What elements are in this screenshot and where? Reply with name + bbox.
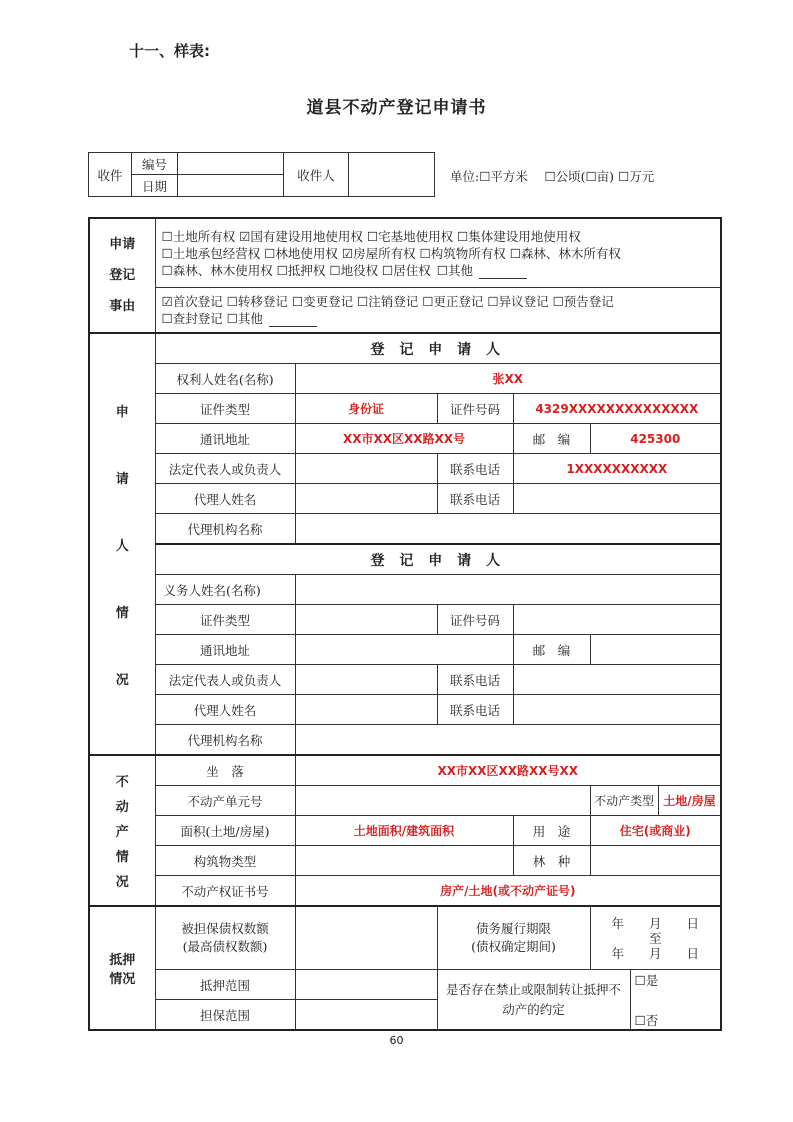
section-heading: 十一、样表:	[129, 42, 210, 60]
applicant-side-3: 人	[115, 538, 129, 554]
restriction-no[interactable]: ☐否	[634, 1012, 659, 1028]
postcode-label: 邮 编	[513, 424, 590, 454]
secured-amount-line-1: 被担保债权数额	[181, 921, 269, 936]
property-side-label	[89, 755, 155, 906]
obligor-id-type-field[interactable]	[295, 605, 437, 635]
id-type-value[interactable]: 身份证	[295, 394, 437, 424]
agency-name-label: 代理机构名称	[155, 514, 295, 545]
obligor-legal-rep-label: 法定代表人或负责人	[155, 665, 295, 695]
type-line-2[interactable]	[162, 310, 715, 327]
obligor-postcode-field[interactable]	[590, 635, 721, 665]
forest-label: 林 种	[513, 846, 590, 876]
term-to: 至	[649, 930, 662, 946]
receipt-number-field[interactable]	[178, 153, 284, 175]
obligor-phone-field[interactable]	[513, 665, 721, 695]
reason-head-2: 登记	[109, 268, 136, 283]
applicant-side-5: 况	[115, 672, 129, 688]
receipt-date-field[interactable]	[178, 175, 284, 197]
obligor-name-field[interactable]	[295, 575, 721, 605]
obligor-legal-rep-field[interactable]	[295, 665, 437, 695]
rights-line-3-text[interactable]: ☐森林、林木使用权 ☐抵押权 ☐地役权 ☐居住权	[161, 262, 431, 278]
forest-field[interactable]	[590, 846, 721, 876]
term-line-2: (债权确定期间)	[471, 939, 556, 954]
section-title-applicant-2: 登 记 申 请 人	[155, 544, 721, 575]
unit-no-label: 不动产单元号	[155, 786, 295, 816]
holder-name-label: 权利人姓名(名称)	[155, 364, 295, 394]
reason-head-3: 事由	[109, 299, 136, 314]
rights-other-blank[interactable]	[479, 266, 527, 279]
rights-line-2[interactable]: ☐土地承包经营权 ☐林地使用权 ☑房屋所有权 ☐构筑物所有权 ☐森林、林木所有权	[161, 245, 621, 261]
secured-amount-field[interactable]	[295, 906, 437, 970]
rights-line-3[interactable]	[162, 262, 715, 279]
postcode-value[interactable]: 425300	[590, 424, 721, 454]
type-line-1[interactable]: ☑首次登记 ☐转移登记 ☐变更登记 ☐注销登记 ☐更正登记 ☐异议登记 ☐预告登记	[161, 294, 614, 309]
address-label: 通讯地址	[155, 424, 295, 454]
obligor-address-label: 通讯地址	[155, 635, 295, 665]
secured-amount-line-2: (最高债权数额)	[182, 939, 268, 954]
obligor-phone-label: 联系电话	[437, 665, 513, 695]
usage-value[interactable]: 住宅(或商业)	[590, 816, 721, 846]
property-side-3: 产	[115, 825, 129, 840]
unit-selector[interactable]: 单位:☐平方米 ☐公顷(☐亩) ☐万元	[450, 169, 655, 184]
phone-value[interactable]: 1XXXXXXXXXX	[513, 454, 721, 484]
section-title-applicant-1: 登 记 申 请 人	[155, 333, 721, 364]
area-label: 面积(土地/房屋)	[155, 816, 295, 846]
obligor-postcode-label: 邮 编	[513, 635, 590, 665]
obligor-id-number-label: 证件号码	[437, 605, 513, 635]
receiver-field[interactable]	[349, 153, 435, 197]
obligor-address-field[interactable]	[295, 635, 513, 665]
receipt-label: 收件	[89, 153, 132, 197]
prop-type-value[interactable]: 土地/房屋	[663, 794, 716, 808]
secured-amount-label	[155, 906, 295, 970]
obligor-agent-phone-field[interactable]	[513, 695, 721, 725]
mortgage-side-2: 情况	[109, 972, 136, 987]
page-number: 60	[389, 1034, 404, 1047]
unit-no-field[interactable]	[295, 786, 590, 816]
scope-label: 抵押范围	[155, 970, 295, 1000]
rights-other-option[interactable]: ☐其他	[436, 262, 473, 278]
obligor-agency-field[interactable]	[295, 725, 721, 756]
id-type-label: 证件类型	[155, 394, 295, 424]
property-side-1: 不	[115, 775, 129, 790]
scope-field[interactable]	[295, 970, 437, 1000]
receipt-number-label: 编号	[132, 153, 178, 175]
receipt-date-label: 日期	[132, 175, 178, 197]
property-side-4: 情	[115, 850, 129, 865]
phone-label: 联系电话	[437, 454, 513, 484]
location-label: 坐 落	[155, 755, 295, 786]
id-number-label: 证件号码	[437, 394, 513, 424]
restriction-yes[interactable]: ☐是	[634, 972, 659, 988]
obligor-agency-label: 代理机构名称	[155, 725, 295, 756]
obligor-name-label: 义务人姓名(名称)	[155, 575, 295, 605]
agent-name-label: 代理人姓名	[155, 484, 295, 514]
application-table	[88, 217, 722, 1031]
mortgage-side-label	[89, 906, 155, 1030]
location-value[interactable]: XX市XX区XX路XX号XX	[295, 755, 721, 786]
type-other-blank[interactable]	[269, 314, 317, 327]
legal-rep-field[interactable]	[295, 454, 437, 484]
structure-label: 构筑物类型	[155, 846, 295, 876]
cert-no-label: 不动产权证书号	[155, 876, 295, 907]
property-side-5: 况	[115, 875, 129, 890]
id-number-value[interactable]: 4329XXXXXXXXXXXXXX	[513, 394, 721, 424]
agent-phone-field[interactable]	[513, 484, 721, 514]
applicant-side-label	[89, 333, 155, 755]
obligor-agent-field[interactable]	[295, 695, 437, 725]
restriction-options[interactable]	[630, 970, 721, 1031]
property-side-2: 动	[115, 800, 129, 815]
address-value[interactable]: XX市XX区XX路XX号	[295, 424, 513, 454]
reason-head-1: 申请	[109, 237, 136, 252]
term-dates[interactable]	[590, 906, 721, 970]
obligor-agent-label: 代理人姓名	[155, 695, 295, 725]
cert-no-value[interactable]: 房产/土地(或不动产证号)	[295, 876, 721, 907]
restriction-label: 是否存在禁止或限制转让抵押不动产的约定	[437, 970, 630, 1031]
usage-label: 用 途	[513, 816, 590, 846]
agent-name-field[interactable]	[295, 484, 437, 514]
receipt-table	[88, 152, 435, 197]
term-line-1: 债务履行期限	[475, 921, 551, 936]
guarantee-label: 担保范围	[155, 1000, 295, 1031]
term-label	[437, 906, 590, 970]
holder-name-value[interactable]: 张XX	[295, 364, 721, 394]
mortgage-side-1: 抵押	[109, 953, 136, 968]
rights-line-1[interactable]: ☐土地所有权 ☑国有建设用地使用权 ☐宅基地使用权 ☐集体建设用地使用权	[161, 228, 581, 244]
registration-type-options[interactable]	[155, 288, 721, 334]
rights-options[interactable]	[155, 218, 721, 288]
applicant-side-4: 情	[115, 605, 129, 621]
type-line-2-text[interactable]: ☐查封登记 ☐其他	[161, 311, 263, 326]
agency-name-field[interactable]	[295, 514, 721, 545]
prop-type-label: 不动产类型	[591, 786, 659, 815]
term-end-date[interactable]: 年 月 日	[611, 945, 700, 961]
agent-phone-label: 联系电话	[437, 484, 513, 514]
structure-field[interactable]	[295, 846, 513, 876]
applicant-side-1: 申	[115, 404, 129, 420]
obligor-agent-phone-label: 联系电话	[437, 695, 513, 725]
reason-header	[89, 218, 155, 333]
prop-type-cell	[590, 786, 721, 816]
receiver-label: 收件人	[284, 153, 349, 197]
obligor-id-number-field[interactable]	[513, 605, 721, 635]
legal-rep-label: 法定代表人或负责人	[155, 454, 295, 484]
guarantee-field[interactable]	[295, 1000, 437, 1031]
applicant-side-2: 请	[115, 471, 129, 487]
form-title: 道县不动产登记申请书	[306, 98, 487, 118]
term-start-date[interactable]: 年 月 日	[611, 915, 700, 931]
area-value[interactable]: 土地面积/建筑面积	[295, 816, 513, 846]
prop-type-inner	[591, 786, 721, 815]
obligor-id-type-label: 证件类型	[155, 605, 295, 635]
